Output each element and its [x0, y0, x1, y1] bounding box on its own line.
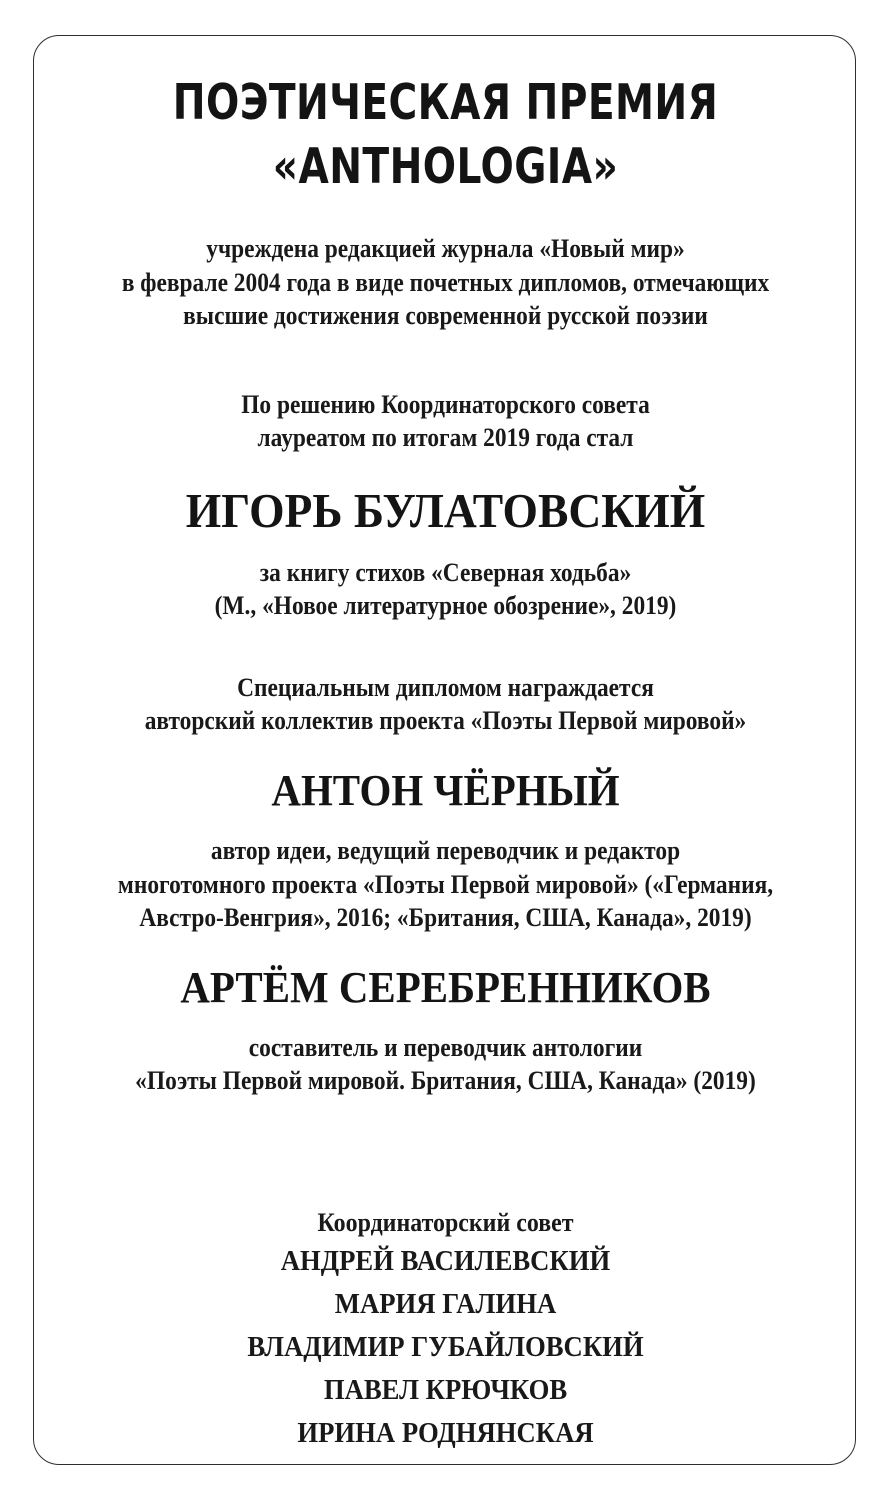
spacer-after-title: [30, 198, 861, 232]
special-recipient-name: АРТЁМ СЕРЕБРЕННИКОВ: [180, 962, 711, 1012]
intro-paragraph: [72, 232, 820, 333]
spacer-after-recipient-2-name: [30, 1011, 861, 1031]
special-recipient-description-line-1: составитель и переводчик антологии: [248, 1032, 643, 1062]
special-diploma-preamble-line-1: Специальным дипломом награждается: [237, 672, 654, 702]
special-diploma-preamble: [72, 671, 820, 738]
laureate-citation-line-2: (М., «Новое литературное обозрение», 2019): [214, 591, 677, 621]
laureate-preamble-line-2: лауреатом по итогам 2019 года стал: [257, 423, 634, 452]
council-heading: Координаторский совет: [317, 1207, 574, 1237]
council-member: МАРИЯ ГАЛИНА: [334, 1287, 557, 1320]
spacer-before-council: [30, 1098, 861, 1206]
council-member: АНДРЕЙ ВАСИЛЕВСКИЙ: [280, 1244, 611, 1277]
spacer-before-laureate-name: [30, 455, 861, 485]
special-recipient-description: [72, 834, 820, 935]
intro-line-2: в феврале 2004 года в виде почетных дипломов, отмечающих: [121, 267, 770, 297]
award-title-line-2: «ANTHOLOGIA»: [272, 138, 619, 195]
laureate-preamble-line-1: По решению Координаторского совета: [241, 389, 650, 419]
laureate-name: ИГОРЬ БУЛАТОВСКИЙ: [185, 482, 706, 538]
laureate-citation: [72, 556, 820, 623]
special-recipient-description-line-2: «Поэты Первой мировой. Британия, США, Канада» (2019): [135, 1066, 756, 1096]
special-recipient-description: [72, 1031, 820, 1098]
laureate-citation-line-1: за книгу стихов «Северная ходьба»: [259, 557, 632, 587]
special-recipient-name: АНТОН ЧЁРНЫЙ: [271, 765, 620, 815]
council-member: ПАВЕЛ КРЮЧКОВ: [323, 1373, 568, 1406]
intro-line-1: учреждена редакцией журнала «Новый мир»: [206, 234, 685, 263]
special-recipient-description-line-1: автор идеи, ведущий переводчик и редактор: [210, 836, 681, 866]
spacer-before-recipient-1: [30, 738, 861, 768]
award-title-line-1: ПОЭТИЧЕСКАЯ ПРЕМИЯ: [172, 74, 719, 131]
intro-line-3: высшие достижения современной русской поэзии: [183, 301, 708, 330]
spacer-after-laureate-block: [30, 623, 861, 671]
spacer-after-laureate-name: [30, 536, 861, 556]
laureate-preamble: [72, 388, 820, 455]
award-title: [30, 0, 861, 198]
spacer-after-intro: [30, 333, 861, 388]
special-recipient-description-line-3: Австро-Венгрия», 2016; «Британия, США, Канада», 2019): [139, 903, 752, 933]
spacer-before-recipient-2: [30, 935, 861, 965]
special-diploma-preamble-line-2: авторский коллектив проекта «Поэты Первой мировой»: [144, 706, 747, 736]
special-recipient-description-line-2: многотомного проекта «Поэты Первой мировой» («Германия,: [117, 869, 774, 899]
council-member: ИРИНА РОДНЯНСКАЯ: [297, 1416, 594, 1449]
spacer-after-recipient-1-name: [30, 814, 861, 834]
council-member: ВЛАДИМИР ГУБАЙЛОВСКИЙ: [247, 1330, 644, 1363]
